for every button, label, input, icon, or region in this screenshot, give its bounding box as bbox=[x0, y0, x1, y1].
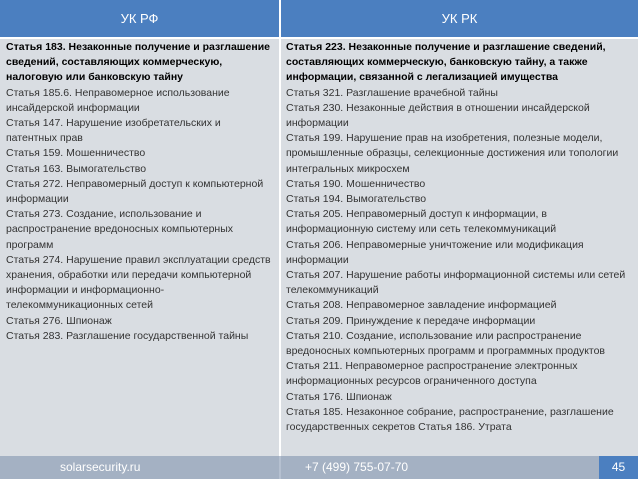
list-item: Статья 190. Мошенничество bbox=[286, 177, 426, 190]
list-item: Статья 210. Создание, использование или распространение вредоносных компьютерных программ и программных продуктов bbox=[286, 329, 606, 358]
list-item: Статья 185.6. Неправомерное использование инсайдерской информации bbox=[6, 86, 230, 114]
list-item: Статья 274. Нарушение правил эксплуатации средств хранения, обработки или передачи компьютерной информации и информационно-телекоммуникационных сетей bbox=[6, 253, 271, 312]
footer-phone: +7 (499) 755-07-70 bbox=[305, 460, 409, 474]
list-item: Статья 272. Неправомерный доступ к компьютерной информации bbox=[6, 177, 264, 206]
list-item: Статья 205. Неправомерный доступ к информации, в информационную систему или сеть телекоммуникаций bbox=[286, 208, 557, 236]
list-item: Статья 194. Вымогательство bbox=[286, 193, 427, 206]
list-item: Статья 207. Нарушение работы информационной системы или сетей телекоммуникаций bbox=[286, 269, 626, 297]
list-item: Статья 283. Разглашение государственной тайны bbox=[6, 329, 249, 342]
column-divider bbox=[279, 0, 281, 479]
list-item: Статья 185. Незаконное собрание, распространение, разглашение государственных секретов Статья 186. Утрата bbox=[286, 405, 614, 434]
list-item: Статья 273. Создание, использование и распространение вредоносных компьютерных программ bbox=[6, 208, 234, 251]
list-item: Статья 206. Неправомерные уничтожение или модификация информации bbox=[286, 238, 584, 266]
list-item: Статья 276. Шпионаж bbox=[6, 314, 112, 327]
right-column-title: УК РК bbox=[441, 11, 478, 26]
left-column-heading: Статья 183. Незаконные получение и разглашение сведений, составляющих коммерческую, налоговую или банковскую тайну bbox=[6, 41, 271, 84]
table-header bbox=[0, 0, 638, 37]
list-item: Статья 199. Нарушение прав на изобретения, полезные модели, промышленные образцы, селекционные достижения или топологии интегральных микросхем bbox=[286, 132, 619, 175]
list-item: Статья 211. Неправомерное распространение электронных информационных ресурсов ограниченного доступа bbox=[286, 360, 578, 388]
list-item: Статья 209. Принуждение к передаче информации bbox=[286, 314, 536, 327]
left-column-title: УК РФ bbox=[120, 11, 159, 26]
right-column bbox=[286, 40, 628, 435]
list-item: Статья 230. Незаконные действия в отношении инсайдерской информации bbox=[286, 101, 590, 130]
list-item: Статья 176. Шпионаж bbox=[286, 390, 392, 403]
list-item: Статья 163. Вымогательство bbox=[6, 162, 147, 175]
header-divider bbox=[0, 37, 638, 39]
list-item: Статья 208. Неправомерное завладение информацией bbox=[286, 299, 557, 312]
page-number: 45 bbox=[599, 456, 638, 479]
list-item: Статья 159. Мошенничество bbox=[6, 147, 146, 160]
footer-website[interactable]: solarsecurity.ru bbox=[60, 460, 141, 474]
right-column-heading: Статья 223. Незаконные получение и разглашение сведений, составляющих коммерческую, банковскую тайну, а также информации, связанной с легализацией имущества bbox=[286, 41, 606, 84]
left-column bbox=[6, 40, 274, 344]
list-item: Статья 147. Нарушение изобретательских и патентных прав bbox=[6, 117, 221, 145]
list-item: Статья 321. Разглашение врачебной тайны bbox=[286, 86, 498, 99]
slide-footer bbox=[0, 456, 638, 479]
